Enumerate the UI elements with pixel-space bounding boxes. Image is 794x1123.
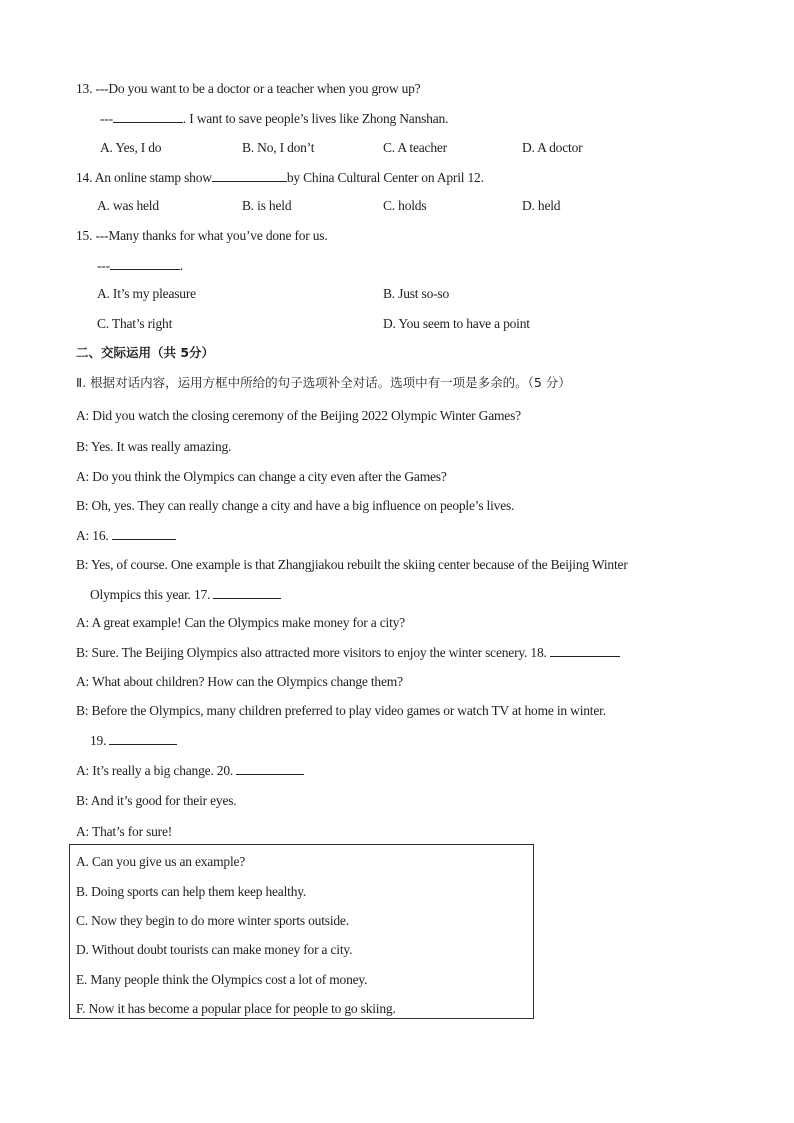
- choice-c: C. Now they begin to do more winter sports outside.: [76, 913, 349, 928]
- line-text: Olympics this year. 17.: [90, 587, 211, 602]
- dialogue-line-19: [90, 731, 177, 750]
- dialogue-line: B: And it’s good for their eyes.: [76, 793, 237, 808]
- dialogue-line-17: [90, 585, 281, 604]
- dialogue-line: A: Did you watch the closing ceremony of the Beijing 2022 Olympic Winter Games?: [76, 408, 521, 423]
- dialogue-line-20: [76, 761, 304, 780]
- reply-dash: ---: [100, 111, 113, 126]
- dialogue-line: B: Before the Olympics, many children preferred to play video games or watch TV at home in winter.: [76, 703, 606, 718]
- q14-option-a[interactable]: A. was held: [97, 198, 159, 213]
- answer-blank-18[interactable]: [550, 643, 620, 657]
- choice-b: B. Doing sports can help them keep healthy.: [76, 884, 307, 899]
- answer-blank[interactable]: [110, 256, 180, 270]
- line-text: B: Sure. The Beijing Olympics also attracted more visitors to enjoy the winter scenery. 18.: [76, 645, 547, 660]
- q13-option-a[interactable]: A. Yes, I do: [100, 140, 162, 155]
- line-text: 19.: [90, 733, 107, 748]
- q14-option-c[interactable]: C. holds: [383, 198, 427, 213]
- dialogue-line-18: [76, 643, 620, 662]
- q15-option-d[interactable]: D. You seem to have a point: [383, 316, 530, 331]
- q14-option-b[interactable]: B. is held: [242, 198, 292, 213]
- line-text: A: 16.: [76, 528, 109, 543]
- choice-a: A. Can you give us an example?: [76, 854, 246, 869]
- q13-option-b[interactable]: B. No, I don’t: [242, 140, 315, 155]
- question-13-reply: [100, 109, 448, 128]
- stem-after: by China Cultural Center on April 12.: [286, 170, 484, 185]
- dialogue-line-16: [76, 526, 176, 545]
- stem-before: 14. An online stamp show: [76, 170, 212, 185]
- q15-option-c[interactable]: C. That’s right: [97, 316, 173, 331]
- answer-blank[interactable]: [113, 109, 183, 123]
- answer-blank[interactable]: [212, 168, 287, 182]
- q14-option-d[interactable]: D. held: [522, 198, 561, 213]
- reply-end: .: [179, 258, 184, 273]
- dialogue-line: A: What about children? How can the Olympics change them?: [76, 674, 403, 689]
- question-15-reply: [97, 256, 183, 275]
- dialogue-line: A: That’s for sure!: [76, 824, 173, 839]
- question-13-stem: 13. ---Do you want to be a doctor or a teacher when you grow up?: [76, 81, 421, 96]
- question-14-stem: [76, 168, 484, 187]
- answer-blank-19[interactable]: [109, 731, 177, 745]
- dialogue-line: B: Yes. It was really amazing.: [76, 439, 232, 454]
- reply-dash: ---: [97, 258, 110, 273]
- answer-blank-17[interactable]: [213, 585, 281, 599]
- choice-f: F. Now it has become a popular place for people to go skiing.: [76, 1001, 396, 1016]
- dialogue-line: A: A great example! Can the Olympics make money for a city?: [76, 615, 405, 630]
- choice-d: D. Without doubt tourists can make money for a city.: [76, 942, 353, 957]
- line-text: A: It’s really a big change. 20.: [76, 763, 234, 778]
- dialogue-line: A: Do you think the Olympics can change a city even after the Games?: [76, 469, 447, 484]
- section-instruction: Ⅱ. 根据对话内容，运用方框中所给的句子选项补全对话。选项中有一项是多余的。（5 分）: [76, 375, 571, 390]
- choice-e: E. Many people think the Olympics cost a lot of money.: [76, 972, 368, 987]
- q13-option-c[interactable]: C. A teacher: [383, 140, 447, 155]
- q15-option-a[interactable]: A. It’s my pleasure: [97, 286, 196, 301]
- reply-text: . I want to save people’s lives like Zhong Nanshan.: [182, 111, 449, 126]
- section-heading: 二、交际运用（共 5分）: [76, 345, 215, 360]
- question-15-stem: 15. ---Many thanks for what you’ve done for us.: [76, 228, 328, 243]
- q15-option-b[interactable]: B. Just so-so: [383, 286, 450, 301]
- answer-blank-16[interactable]: [112, 526, 176, 540]
- dialogue-line: B: Yes, of course. One example is that Zhangjiakou rebuilt the skiing center because of the Beijing Winter: [76, 557, 628, 572]
- answer-blank-20[interactable]: [236, 761, 304, 775]
- dialogue-line: B: Oh, yes. They can really change a city and have a big influence on people’s lives.: [76, 498, 515, 513]
- q13-option-d[interactable]: D. A doctor: [522, 140, 583, 155]
